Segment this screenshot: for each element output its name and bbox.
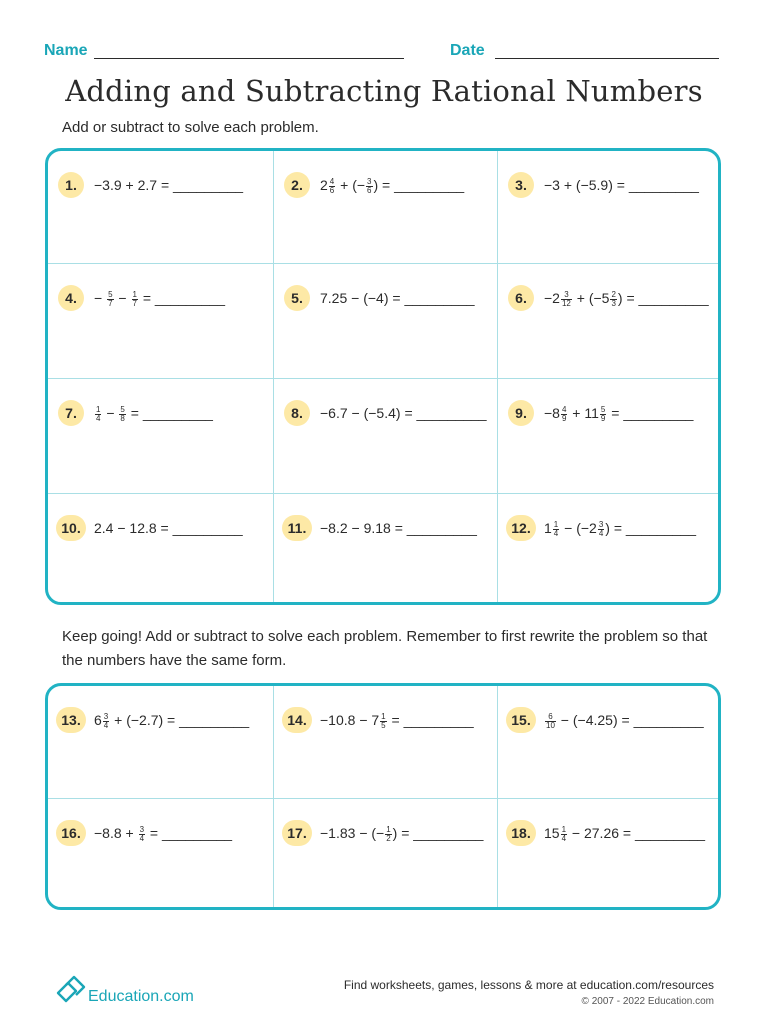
fraction-numerator: 3 xyxy=(561,291,572,300)
fraction-numerator: 1 xyxy=(386,824,391,834)
problem-cell xyxy=(48,151,274,264)
fraction xyxy=(598,521,604,538)
expression-text: + (−5 xyxy=(572,290,610,306)
problem-number-badge: 2. xyxy=(284,172,310,198)
fraction xyxy=(561,826,567,843)
date-line xyxy=(495,58,719,59)
fraction-numerator: 4 xyxy=(561,404,567,414)
fraction xyxy=(385,826,391,843)
problem-cell xyxy=(274,799,498,907)
expression-text: + 11 xyxy=(568,405,599,421)
problem-expression[interactable] xyxy=(94,825,232,843)
fraction-numerator: 3 xyxy=(367,176,372,186)
problem-expression[interactable]: −3.9 + 2.7 = _________ xyxy=(94,177,244,193)
problem-number-badge: 15. xyxy=(506,707,536,733)
expression-text: 6 xyxy=(94,712,102,728)
problem-number-badge: 9. xyxy=(508,400,534,426)
expression-text: −2 xyxy=(544,290,560,306)
fraction-denominator: 12 xyxy=(561,298,571,308)
problem-cell xyxy=(274,379,498,494)
expression-text: = _________ xyxy=(126,405,213,421)
fraction-denominator: 9 xyxy=(600,413,606,423)
fraction-denominator: 8 xyxy=(120,413,125,423)
expression-text: − xyxy=(94,290,107,306)
problem-cell xyxy=(498,494,718,602)
fraction-numerator: 1 xyxy=(96,404,101,414)
fraction xyxy=(600,406,606,423)
fraction-numerator: 6 xyxy=(545,713,556,722)
fraction-denominator: 4 xyxy=(598,528,604,538)
problem-expression[interactable]: −8.2 − 9.18 = _________ xyxy=(320,520,477,536)
fraction-numerator: 5 xyxy=(120,404,125,414)
expression-text: ) = _________ xyxy=(373,177,465,193)
fraction-numerator: 1 xyxy=(553,519,559,529)
problem-number-badge: 17. xyxy=(282,820,312,846)
fraction-denominator: 4 xyxy=(553,528,559,538)
date-field[interactable] xyxy=(450,42,485,60)
fraction xyxy=(380,713,386,730)
expression-text: ) = _________ xyxy=(617,290,709,306)
problem-expression[interactable] xyxy=(94,712,249,730)
footer-link[interactable]: Find worksheets, games, lessons & more at education.com/resources xyxy=(343,978,714,992)
fraction-numerator: 5 xyxy=(108,289,113,299)
expression-text: ) = _________ xyxy=(392,825,484,841)
fraction xyxy=(610,291,616,308)
problem-cell xyxy=(48,686,274,799)
fraction xyxy=(132,291,138,308)
problem-number-badge: 3. xyxy=(508,172,534,198)
problem-expression[interactable] xyxy=(94,405,213,423)
expression-text: − xyxy=(114,290,131,306)
problem-number-badge: 6. xyxy=(508,285,534,311)
fraction-denominator: 7 xyxy=(108,298,113,308)
expression-text: + (−2.7) = _________ xyxy=(110,712,250,728)
expression-text: + (− xyxy=(336,177,366,193)
name-label: Name xyxy=(44,42,88,59)
education-logo-icon xyxy=(54,971,90,1007)
instruction-part2: Keep going! Add or subtract to solve each problem. Remember to first rewrite the problem so that the numbers have the same form. xyxy=(62,628,708,669)
problem-grid-2 xyxy=(45,683,721,910)
problem-number-badge: 1. xyxy=(58,172,84,198)
expression-text: ) = _________ xyxy=(605,520,696,536)
expression-text: − (−2 xyxy=(560,520,597,536)
instruction-part1: Add or subtract to solve each problem. xyxy=(62,119,319,136)
expression-text: −8.8 + xyxy=(94,825,138,841)
fraction xyxy=(95,406,101,423)
problem-grid-1 xyxy=(45,148,721,605)
fraction-denominator: 2 xyxy=(386,833,391,843)
problem-expression[interactable] xyxy=(544,520,696,538)
problem-number-badge: 11. xyxy=(282,515,312,541)
problem-expression[interactable] xyxy=(544,290,709,308)
problem-cell xyxy=(274,264,498,379)
fraction-numerator: 1 xyxy=(132,289,137,299)
expression-text: − (−4.25) = _________ xyxy=(556,712,704,728)
fraction xyxy=(139,826,145,843)
problem-number-badge: 16. xyxy=(56,820,86,846)
expression-text: = _________ xyxy=(607,405,694,421)
logo-text: Education.com xyxy=(88,988,194,1005)
problem-cell xyxy=(274,494,498,602)
header-row xyxy=(44,42,724,68)
problem-cell xyxy=(498,151,718,264)
fraction-denominator: 5 xyxy=(381,720,386,730)
fraction xyxy=(107,291,113,308)
fraction xyxy=(561,406,567,423)
fraction xyxy=(103,713,109,730)
fraction-denominator: 6 xyxy=(367,185,372,195)
fraction-numerator: 1 xyxy=(381,711,386,721)
problem-expression[interactable]: −3 + (−5.9) = _________ xyxy=(544,177,699,193)
expression-text: −10.8 − 7 xyxy=(320,712,380,728)
problem-cell xyxy=(48,379,274,494)
expression-text: −1.83 − (− xyxy=(320,825,385,841)
expression-text: −8 xyxy=(544,405,560,421)
problem-cell xyxy=(498,799,718,907)
fraction xyxy=(366,178,372,195)
problem-expression[interactable] xyxy=(94,290,225,308)
fraction-numerator: 3 xyxy=(139,824,145,834)
fraction-denominator: 7 xyxy=(132,298,137,308)
problem-number-badge: 14. xyxy=(282,707,312,733)
fraction-denominator: 10 xyxy=(546,720,555,730)
problem-cell xyxy=(274,686,498,799)
problem-expression[interactable]: −6.7 − (−5.4) = _________ xyxy=(320,405,487,421)
problem-cell xyxy=(274,151,498,264)
name-line xyxy=(94,58,404,59)
problem-cell xyxy=(498,264,718,379)
fraction xyxy=(561,291,572,308)
expression-text: 2 xyxy=(320,177,328,193)
problem-expression[interactable] xyxy=(544,712,704,730)
fraction xyxy=(119,406,125,423)
problem-number-badge: 8. xyxy=(284,400,310,426)
problem-expression[interactable] xyxy=(544,825,705,843)
fraction-denominator: 6 xyxy=(329,185,335,195)
fraction-denominator: 3 xyxy=(611,298,616,308)
fraction-numerator: 5 xyxy=(600,404,606,414)
fraction-denominator: 4 xyxy=(96,413,101,423)
fraction-numerator: 2 xyxy=(611,289,616,299)
expression-text: − xyxy=(102,405,119,421)
fraction-numerator: 4 xyxy=(329,176,335,186)
problem-expression[interactable] xyxy=(320,177,464,195)
problem-number-badge: 18. xyxy=(506,820,536,846)
problem-cell xyxy=(498,686,718,799)
problem-number-badge: 12. xyxy=(506,515,536,541)
problem-number-badge: 5. xyxy=(284,285,310,311)
fraction xyxy=(329,178,335,195)
fraction xyxy=(553,521,559,538)
expression-text: = _________ xyxy=(138,290,225,306)
problem-number-badge: 7. xyxy=(58,400,84,426)
expression-text: 1 xyxy=(544,520,552,536)
problem-number-badge: 13. xyxy=(56,707,86,733)
problem-cell xyxy=(48,494,274,602)
expression-text: = _________ xyxy=(387,712,474,728)
footer-copyright: © 2007 - 2022 Education.com xyxy=(581,996,714,1007)
fraction-numerator: 3 xyxy=(103,711,109,721)
problem-expression[interactable]: 2.4 − 12.8 = _________ xyxy=(94,520,243,536)
expression-text: − 27.26 = _________ xyxy=(568,825,706,841)
date-label: Date xyxy=(450,42,485,59)
fraction-numerator: 1 xyxy=(561,824,567,834)
fraction-denominator: 4 xyxy=(561,833,567,843)
problem-number-badge: 4. xyxy=(58,285,84,311)
problem-expression[interactable] xyxy=(544,405,693,423)
problem-cell xyxy=(498,379,718,494)
problem-cell xyxy=(48,264,274,379)
problem-cell xyxy=(48,799,274,907)
fraction-denominator: 4 xyxy=(139,833,145,843)
expression-text: = _________ xyxy=(146,825,233,841)
fraction-denominator: 9 xyxy=(561,413,567,423)
page-title: Adding and Subtracting Rational Numbers xyxy=(65,74,703,108)
problem-expression[interactable] xyxy=(320,825,483,843)
expression-text: 15 xyxy=(544,825,560,841)
fraction-numerator: 3 xyxy=(598,519,604,529)
problem-number-badge: 10. xyxy=(56,515,86,541)
fraction xyxy=(545,713,556,730)
name-field[interactable] xyxy=(44,42,88,60)
problem-expression[interactable] xyxy=(320,712,474,730)
problem-expression[interactable]: 7.25 − (−4) = _________ xyxy=(320,290,475,306)
fraction-denominator: 4 xyxy=(103,720,109,730)
